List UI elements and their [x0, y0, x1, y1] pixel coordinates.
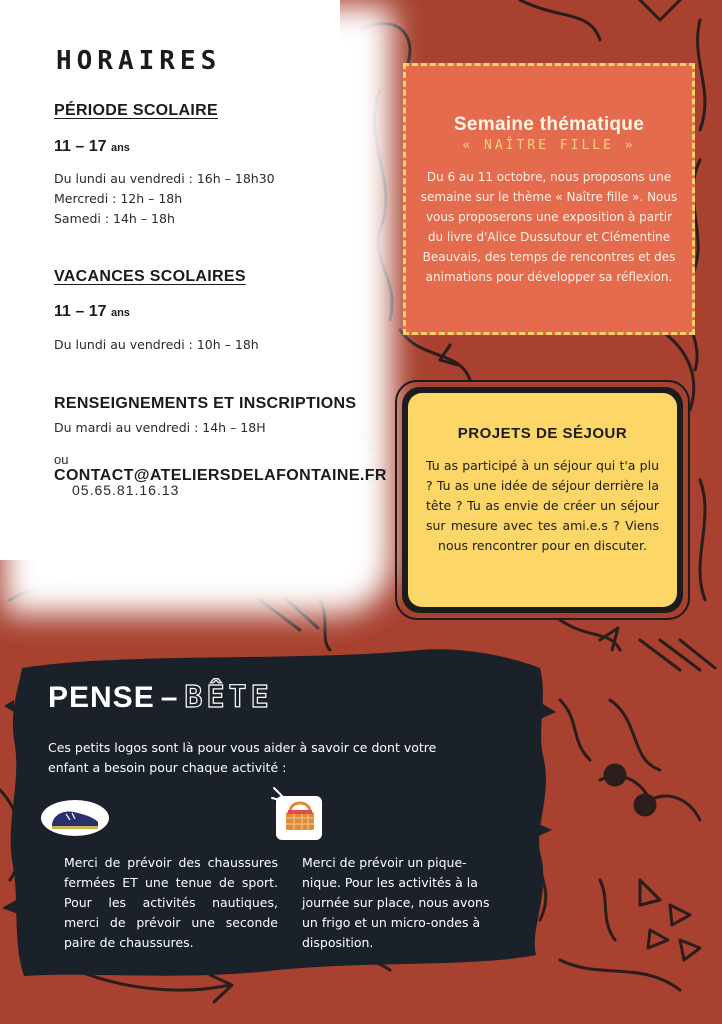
school-period-line: Du lundi au vendredi : 16h – 18h30	[54, 171, 275, 186]
theme-week-subtitle: « NAÎTRE FILLE »	[462, 138, 636, 153]
picnic-basket-icon	[268, 782, 330, 847]
holidays-age: 11 – 17 ans	[54, 303, 130, 320]
school-period-line: Samedi : 14h – 18h	[54, 211, 175, 226]
contact-email-link[interactable]: CONTACT@ATELIERSDELAFONTAINE.FR	[54, 467, 387, 484]
sneaker-icon	[40, 798, 110, 843]
memo-shoes-text: Merci de prévoir des chaussures fermées ET une tenue de sport. Pour les activités nautiques, merci de prévoir une seconde paire de chaussures.	[64, 855, 278, 950]
stay-projects-title: PROJETS DE SÉJOUR	[457, 425, 628, 442]
memo-intro: Ces petits logos sont là pour vous aider à savoir ce dont votre enfant a besoin pour chaque activité :	[48, 740, 437, 775]
contact-prefix: ou	[54, 452, 69, 467]
school-period-line: Mercredi : 12h – 18h	[54, 191, 183, 206]
info-heading: RENSEIGNEMENTS ET INSCRIPTIONS	[54, 395, 357, 412]
memo-title-b: BÊTE	[184, 680, 273, 715]
theme-week-title: Semaine thématique	[453, 114, 645, 135]
theme-week-body: Du 6 au 11 octobre, nous proposons une semaine sur le thème « Naître fille ». Nous vous proposerons une exposition à partir du livre d'Alice Dussutour et Clémentine Beauvais, des temps de rencontres et des animations pour développer sa réflexion.	[420, 170, 678, 284]
memo-title-a: PENSE	[48, 681, 155, 714]
school-period-heading: PÉRIODE SCOLAIRE	[54, 102, 218, 119]
memo-title	[48, 680, 273, 715]
holidays-heading: VACANCES SCOLAIRES	[54, 268, 246, 285]
school-period-age: 11 – 17 ans	[54, 138, 130, 155]
holidays-line: Du lundi au vendredi : 10h – 18h	[54, 337, 259, 352]
memo-title-dash: –	[160, 681, 179, 714]
hours-title: HORAIRES	[56, 46, 222, 76]
stay-projects-body: Tu as participé à un séjour qui t'a plu ? Tu as une idée de séjour derrière la tête ? Tu as envie de créer un séjour sur mesure avec tes ami.e.s ? Viens nous rencontrer pour en discuter.	[426, 458, 659, 553]
contact-phone[interactable]: 05.65.81.16.13	[72, 482, 180, 498]
memo-picnic-text: Merci de prévoir un pique-nique. Pour les activités à la journée sur place, nous avons un frigo et un micro-ondes à disposition.	[302, 855, 490, 950]
info-hours-line: Du mardi au vendredi : 14h – 18H	[54, 420, 266, 435]
